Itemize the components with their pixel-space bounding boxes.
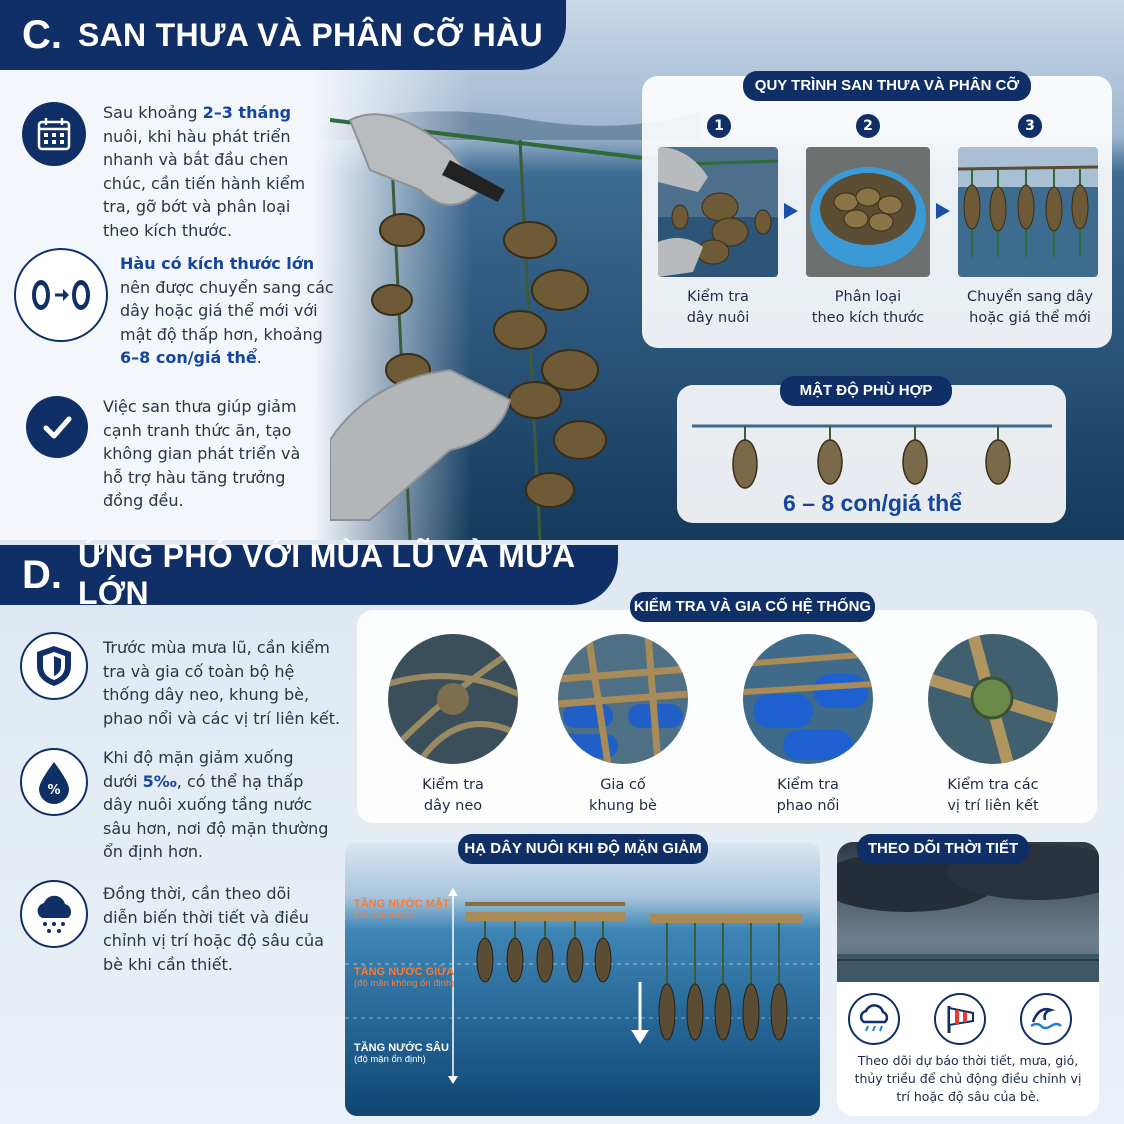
step-3-photo — [958, 147, 1098, 277]
check-caption-1: Kiểm tra dây neo — [422, 777, 484, 814]
section-d-title: ỨNG PHÓ VỚI MÙA LŨ VÀ MƯA LỚN — [78, 538, 575, 611]
step-3-caption: Chuyển sang dây hoặc giá thể mới — [967, 289, 1093, 326]
step-arrow-1 — [784, 203, 798, 219]
section-c-item2-text: Hàu có kích thước lớn nên được chuyển sang các dây hoặc giá thể mới với mật độ thấp hơn, khoảng 6–8 con/giá thể. — [120, 254, 334, 367]
anchor-rope-photo — [388, 634, 518, 764]
float-buoy-photo — [743, 634, 873, 764]
svg-text:%: % — [47, 783, 61, 798]
step-1-number: 1 — [707, 114, 731, 138]
check-caption-2: Gia cố khung bè — [589, 777, 657, 814]
oyster-rope-photo — [330, 80, 660, 540]
section-d-item3-text: Đồng thời, cần theo dõi diễn biến thời tiết và điều chỉnh vị trí hoặc độ sâu của bè khi cần thiết. — [103, 884, 324, 974]
salinity-drop-icon — [20, 748, 88, 816]
windsock-icon — [934, 993, 986, 1045]
section-d-item2-text: Khi độ mặn giảm xuống dưới 5‰, có thể hạ thấp dây nuôi xuống tầng nước sâu hơn, nơi độ mặn thường ổn định hơn. — [103, 748, 329, 861]
check-caption-4: Kiểm tra các vị trí liên kết — [947, 777, 1039, 814]
rain-cloud-icon — [20, 880, 88, 948]
layer-deep-label: TẦNG NƯỚC SÂU (độ mặn ổn định) — [354, 1042, 449, 1065]
shield-icon — [20, 632, 88, 700]
oyster-transfer-icon — [14, 248, 108, 342]
step-1-photo — [658, 147, 778, 277]
step-arrow-2 — [936, 203, 950, 219]
density-value: 6 – 8 con/giá thể — [783, 490, 962, 516]
joint-knot-photo — [928, 634, 1058, 764]
layer-surface-label: TẦNG NƯỚC MẶT (độ mặn thấp) — [354, 898, 450, 921]
density-illustration — [690, 416, 1055, 496]
section-c-letter: C. — [22, 12, 62, 57]
section-c-header — [0, 0, 566, 70]
wave-icon — [1020, 993, 1072, 1045]
section-d-item1-text: Trước mùa mưa lũ, cần kiểm tra và gia cố toàn bộ hệ thống dây neo, khung bè, phao nổi và các vị trí liên kết. — [103, 638, 341, 728]
weather-rain-cloud-icon — [848, 993, 900, 1045]
step-1-caption: Kiểm tra dây nuôi — [686, 289, 750, 326]
step-2-photo — [806, 147, 930, 277]
check-icon — [26, 396, 88, 458]
check-title: KIỂM TRA VÀ GIA CỐ HỆ THỐNG — [630, 592, 875, 622]
section-d-letter: D. — [22, 552, 62, 597]
layer-middle-label: TẦNG NƯỚC GIỮA (độ mặn không ổn định) — [354, 966, 455, 989]
calendar-icon — [22, 102, 86, 166]
check-caption-3: Kiểm tra phao nổi — [776, 777, 840, 814]
weather-text: Theo dõi dự báo thời tiết, mưa, gió, thủy triều để chủ động điều chỉnh vị trí hoặc độ sâu của bè. — [854, 1053, 1082, 1104]
section-c-item1-text: Sau khoảng 2–3 tháng nuôi, khi hàu phát triển nhanh và bắt đầu chen chúc, cần tiến hành kiểm tra, gỡ bớt và phân loại theo kích thước. — [103, 103, 306, 240]
density-title: MẬT ĐỘ PHÙ HỢP — [780, 376, 952, 406]
section-c-title: SAN THƯA VÀ PHÂN CỠ HÀU — [78, 16, 543, 53]
weather-title: THEO DÕI THỜI TIẾT — [857, 834, 1029, 864]
step-2-number: 2 — [856, 114, 880, 138]
section-d-header — [0, 538, 618, 611]
section-c-item3-text: Việc san thưa giúp giảm cạnh tranh thức ăn, tạo không gian phát triển và hỗ trợ hàu tăng trưởng đồng đều. — [103, 397, 301, 510]
step-2-caption: Phân loại theo kích thước — [811, 289, 925, 326]
lower-lines-title: HẠ DÂY NUÔI KHI ĐỘ MẶN GIẢM — [458, 834, 708, 864]
process-title: QUY TRÌNH SAN THƯA VÀ PHÂN CỠ — [743, 71, 1031, 101]
raft-frame-photo — [558, 634, 688, 764]
step-3-number: 3 — [1018, 114, 1042, 138]
